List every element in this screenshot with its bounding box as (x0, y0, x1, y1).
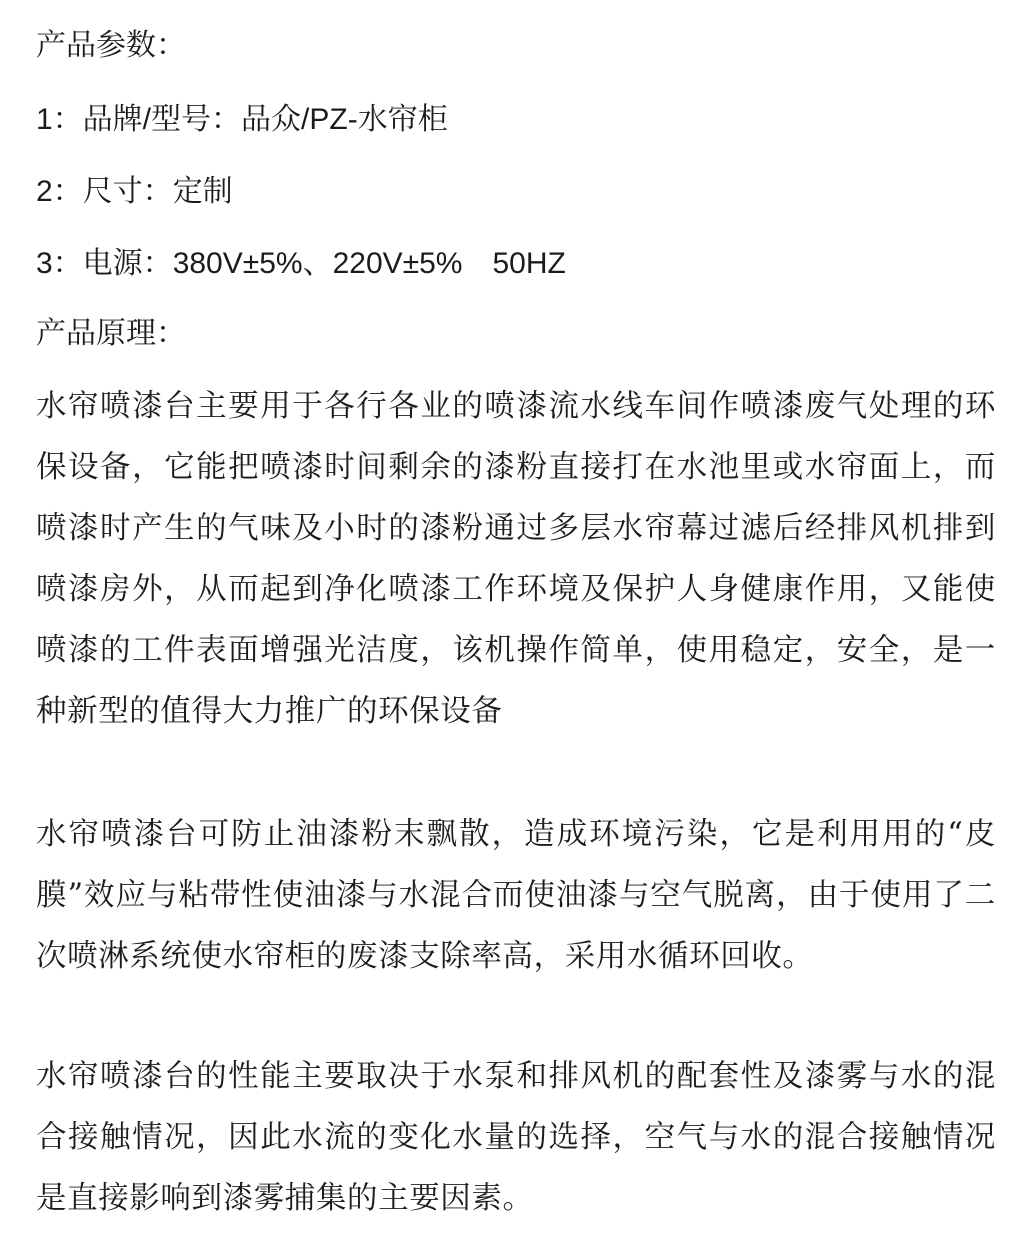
paragraph-principle-overview: 水帘喷漆台主要用于各行各业的喷漆流水线车间作喷漆废气处理的环保设备，它能把喷漆时间剩余的漆粉直接打在水池里或水帘面上，而喷漆时产生的气味及小时的漆粉通过多层水帘幕过滤后经排风机排到喷漆房外，从而起到净化喷漆工作环境及保护人身健康作用，又能使喷漆的工件表面增强光洁度，该机操作简单，使用稳定，安全，是一种新型的值得大力推广的环保设备 (36, 389, 996, 729)
spec-value: 380V±5%、220V±5% 50HZ (172, 247, 566, 280)
spec-value: 品众/PZ-水帘柜 (241, 103, 448, 136)
spec-power (36, 244, 566, 284)
spec-value: 定制 (172, 175, 233, 208)
spec-size (36, 172, 233, 212)
heading-product-parameters: 产品参数： (36, 28, 186, 63)
paragraph-film-effect: 水帘喷漆台可防止油漆粉末飘散，造成环境污染，它是利用用的“皮膜”效应与粘带性使油漆与水混合而使油漆与空气脱离，由于使用了二次喷淋系统使水帘柜的废漆支除率高，采用水循环回收。 (36, 817, 996, 974)
heading-product-principle: 产品原理： (36, 316, 186, 351)
spec-label: 3：电源： (36, 247, 173, 280)
spec-label: 2：尺寸： (36, 175, 173, 208)
spec-label: 1：品牌/型号： (36, 103, 242, 136)
paragraph-performance: 水帘喷漆台的性能主要取决于水泵和排风机的配套性及漆雾与水的混合接触情况，因此水流的变化水量的选择，空气与水的混合接触情况是直接影响到漆雾捕集的主要因素。 (36, 1059, 996, 1216)
spec-brand-model (36, 100, 448, 140)
